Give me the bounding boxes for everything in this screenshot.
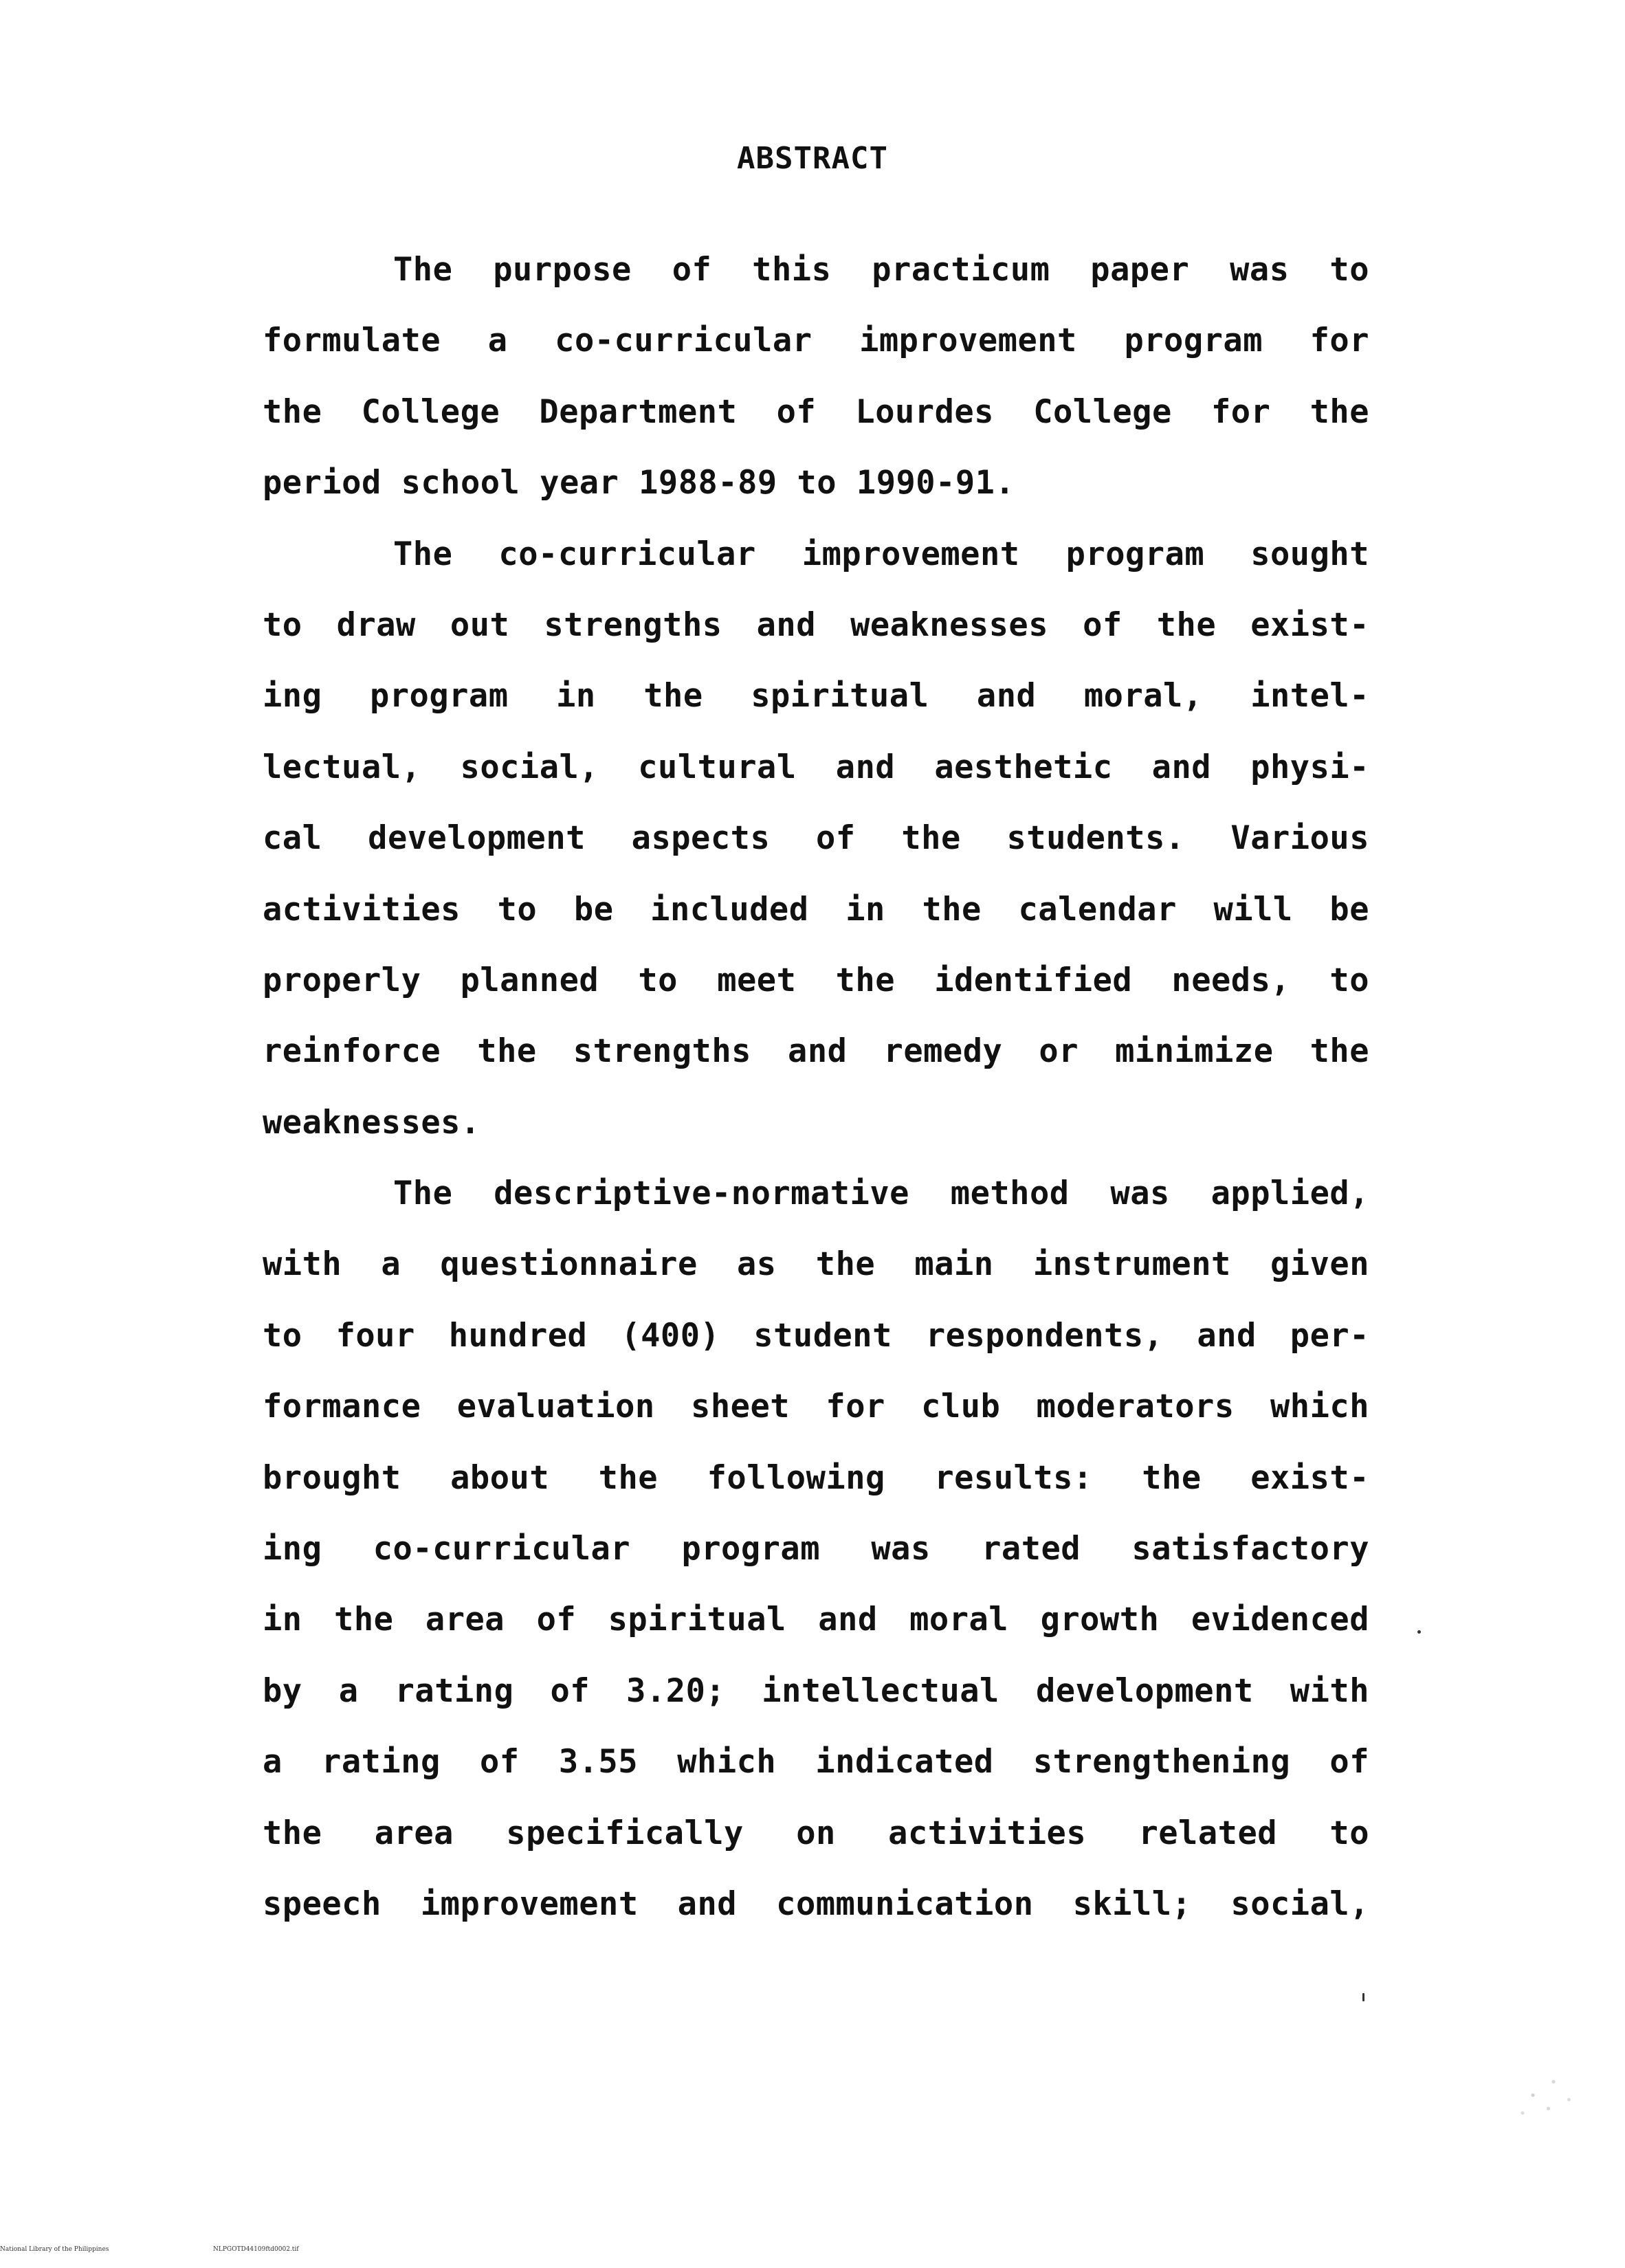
abstract-body [263, 249, 1369, 1954]
scan-noise [1492, 2055, 1595, 2144]
abstract-line: formulate a co-curricular improvement program for [263, 322, 1369, 360]
abstract-line: to four hundred (400) student respondents, and per- [263, 1316, 1369, 1355]
abstract-line: brought about the following results: the exist- [263, 1458, 1369, 1497]
scan-speck [1417, 1630, 1421, 1634]
footer-library: National Library of the Philippines [0, 2246, 109, 2253]
abstract-line: ing co-curricular program was rated satisfactory [263, 1530, 1369, 1568]
abstract-line: period school year 1988-89 to 1990-91. [263, 464, 1015, 502]
abstract-line: to draw out strengths and weaknesses of the exist- [263, 605, 1369, 644]
scan-speck [1362, 1993, 1364, 2001]
abstract-line: reinforce the strengths and remedy or minimize the [263, 1032, 1369, 1071]
abstract-line: cal development aspects of the students. Various [263, 819, 1369, 858]
abstract-line: weaknesses. [263, 1103, 480, 1142]
footer-filename: NLPGOTD44109ftd0002.tif [213, 2246, 299, 2253]
abstract-line: The purpose of this practicum paper was to [393, 251, 1369, 289]
abstract-line: formance evaluation sheet for club moderators which [263, 1388, 1369, 1426]
abstract-line: the area specifically on activities related to [263, 1814, 1369, 1852]
abstract-line: a rating of 3.55 which indicated strengthening of [263, 1743, 1369, 1781]
abstract-line: by a rating of 3.20; intellectual development with [263, 1671, 1369, 1710]
abstract-line: The descriptive-normative method was applied, [393, 1175, 1369, 1213]
abstract-line: in the area of spiritual and moral growth evidenced [263, 1601, 1369, 1639]
abstract-line: The co-curricular improvement program sought [393, 535, 1369, 573]
abstract-line: lectual, social, cultural and aesthetic and physi- [263, 748, 1369, 786]
abstract-line: speech improvement and communication skill; social, [263, 1885, 1369, 1923]
abstract-line: activities to be included in the calendar will be [263, 890, 1369, 929]
abstract-line: ing program in the spiritual and moral, intel- [263, 677, 1369, 715]
abstract-line: with a questionnaire as the main instrument given [263, 1245, 1369, 1284]
page-title: ABSTRACT [737, 141, 888, 176]
abstract-line: the College Department of Lourdes College for the [263, 392, 1369, 431]
abstract-line: properly planned to meet the identified needs, to [263, 961, 1369, 999]
